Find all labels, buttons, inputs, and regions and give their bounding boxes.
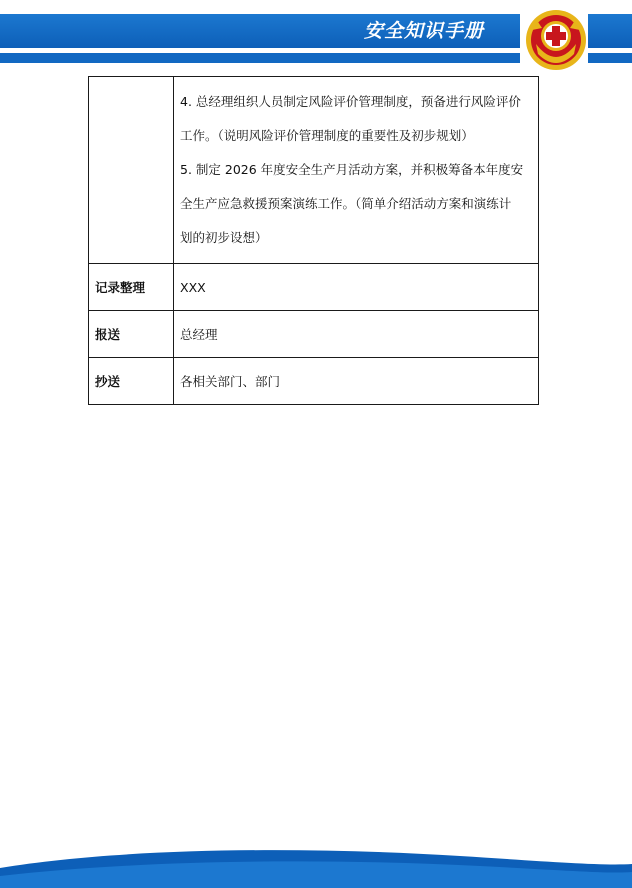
report-to-value: 总经理	[174, 311, 539, 358]
table-row-recorder	[89, 264, 539, 311]
content-label-cell	[89, 77, 174, 264]
content-line: 划的初步设想）	[180, 230, 268, 245]
content-line: 全生产应急救援预案演练工作。（简单介绍活动方案和演练计	[180, 196, 512, 211]
content-line: 5. 制定 2026 年度安全生产月活动方案，并积极筹备本年度安	[180, 162, 524, 177]
cc-label: 抄送	[89, 358, 174, 405]
report-to-label: 报送	[89, 311, 174, 358]
content-line: 4. 总经理组织人员制定风险评价管理制度，预备进行风险评价	[180, 94, 521, 109]
recorder-value: XXX	[174, 264, 539, 311]
header-banner-right	[588, 14, 632, 48]
safety-emblem-icon	[524, 8, 588, 72]
content-line: 工作。（说明风险评价管理制度的重要性及初步规划）	[180, 128, 474, 143]
table-row-content	[89, 77, 539, 264]
record-table	[88, 76, 539, 405]
footer-wave	[0, 846, 632, 888]
recorder-label: 记录整理	[89, 264, 174, 311]
content-value-cell	[174, 77, 539, 264]
header-title: 安全知识手册	[363, 20, 484, 42]
table-row-report-to	[89, 311, 539, 358]
cc-value: 各相关部门、部门	[174, 358, 539, 405]
table-row-cc	[89, 358, 539, 405]
